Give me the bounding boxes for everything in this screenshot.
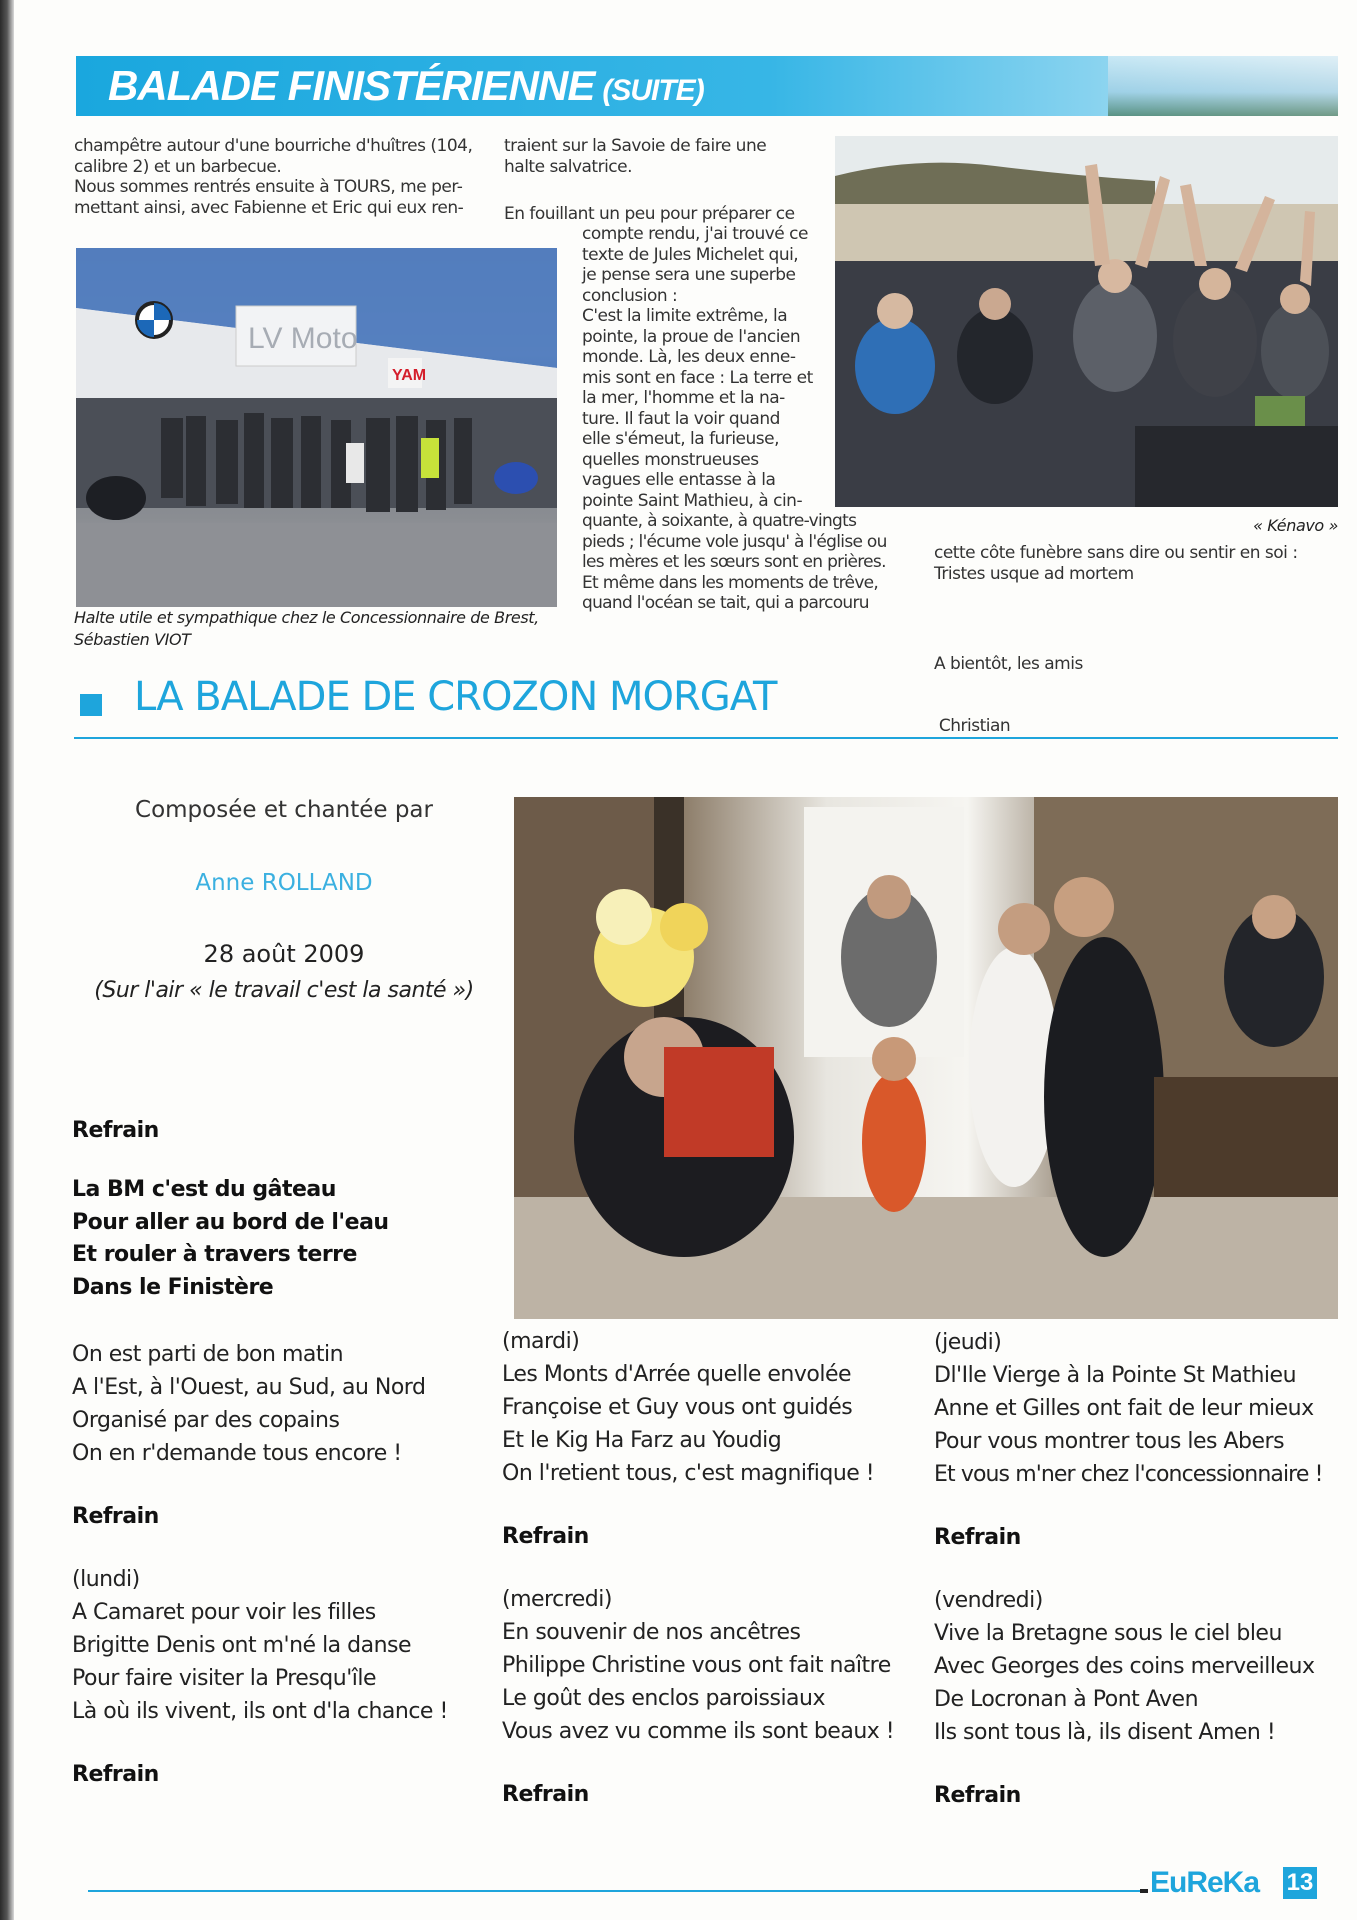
dealership-caption: Halte utile et sympathique chez le Concessionnaire de Brest, Sébastien VIOT [74, 608, 539, 649]
text-line: Et même dans les moments de trêve, [582, 572, 879, 593]
refrain-label: Refrain [934, 1525, 1021, 1550]
kenavo-illustration [835, 136, 1338, 507]
section-bullet [80, 694, 102, 716]
text-line: champêtre autour d'une bourriche d'huîtres (104, [74, 136, 473, 156]
verse-jeudi [934, 1326, 1338, 1491]
text-line: mettant ainsi, avec Fabienne et Eric qui eux ren- [74, 197, 464, 218]
dealership-illustration [76, 248, 557, 607]
binding-edge [0, 0, 14, 1920]
verse-line: Et vous m'ner chez l'concessionnaire ! [934, 1462, 1323, 1487]
verse-line: Brigitte Denis ont m'né la danse [72, 1633, 412, 1658]
header-photo-strip [1108, 56, 1338, 116]
article-col2-quote [582, 224, 844, 511]
text-line: ture. Il faut la voir quand [582, 408, 780, 429]
text-line: elle s'émeut, la furieuse, [582, 429, 779, 449]
author-name: Anne ROLLAND [195, 870, 373, 896]
song-col3 [934, 1326, 1338, 1812]
verse-line: On est parti de bon matin [72, 1342, 344, 1367]
crozon-illustration [514, 797, 1338, 1319]
verse-mercredi [502, 1583, 922, 1748]
text-line: A bientôt, les amis [934, 654, 1083, 674]
sign-yam: YAM [392, 367, 427, 384]
verse-line: On en r'demande tous encore ! [72, 1441, 402, 1466]
article-col2-top [504, 136, 824, 177]
song-tune: (Sur l'air « le travail c'est la santé ») [94, 978, 474, 1003]
article-col2-tail [582, 511, 912, 614]
footer-rule-end [1140, 1889, 1148, 1893]
verse-line: De Locronan à Pont Aven [934, 1687, 1199, 1712]
text-line: Christian [934, 715, 1011, 736]
verse-line: Vive la Bretagne sous le ciel bleu [934, 1621, 1282, 1646]
text-line: vagues elle entasse à la [582, 470, 776, 490]
refrain-label: Refrain [72, 1504, 159, 1529]
crozon-dance-photo [514, 797, 1338, 1319]
verse-line: Les Monts d'Arrée quelle envolée [502, 1362, 852, 1387]
refrain-line: La BM c'est du gâteau [72, 1177, 336, 1202]
verse-line: Pour vous montrer tous les Abers [934, 1429, 1285, 1454]
kenavo-caption: « Kénavo » [1253, 516, 1338, 535]
verse-line: A l'Est, à l'Ouest, au Sud, au Nord [72, 1375, 426, 1400]
verse-line: Avec Georges des coins merveilleux [934, 1654, 1315, 1679]
verse-day: (lundi) [72, 1567, 140, 1592]
verse-line: Et le Kig Ha Farz au Youdig [502, 1428, 782, 1453]
song-date: 28 août 2009 [203, 940, 365, 968]
text-line: C'est la limite extrême, la [582, 306, 788, 326]
song-col2 [502, 1325, 922, 1811]
header-banner [76, 56, 1338, 116]
verse-line: Ils sont tous là, ils disent Amen ! [934, 1720, 1276, 1745]
text-line: pointe Saint Mathieu, à cin- [582, 490, 803, 511]
sign-lvmoto: LV Moto [248, 322, 358, 355]
refrain-label: Refrain [934, 1783, 1021, 1808]
text-line: conclusion : [582, 285, 678, 306]
verse-line: Le goût des enclos paroissiaux [502, 1686, 826, 1711]
verse-line: Là où ils vivent, ils ont d'la chance ! [72, 1699, 448, 1724]
verse-mardi [502, 1325, 922, 1490]
text-line: compte rendu, j'ai trouvé ce [582, 224, 808, 244]
verse-line: A Camaret pour voir les filles [72, 1600, 376, 1625]
text-line: pointe, la proue de l'ancien [582, 326, 801, 347]
verse-line: Vous avez vu comme ils sont beaux ! [502, 1719, 895, 1744]
article-col1 [74, 136, 494, 218]
text-line: texte de Jules Michelet qui, [582, 244, 799, 265]
text-line: traient sur la Savoie de faire une [504, 136, 767, 156]
verse-line: Organisé par des copains [72, 1408, 340, 1433]
text-line: halte salvatrice. [504, 156, 633, 177]
text-line: monde. Là, les deux enne- [582, 347, 796, 367]
text-line: calibre 2) et un barbecue. [74, 156, 282, 177]
section-title: LA BALADE DE CROZON MORGAT [134, 674, 777, 720]
verse-line: Pour faire visiter la Presqu'île [72, 1666, 376, 1691]
refrain-line: Et rouler à travers terre [72, 1242, 357, 1267]
text-line: quand l'océan se tait, qui a parcouru [582, 593, 869, 613]
refrain-label: Refrain [502, 1524, 589, 1549]
verse-line: On l'retient tous, c'est magnifique ! [502, 1461, 875, 1486]
text-line: la mer, l'homme et la na- [582, 388, 785, 408]
composed-by: Composée et chantée par [135, 797, 433, 823]
text-line: Tristes usque ad mortem [934, 563, 1134, 584]
verse-line: En souvenir de nos ancêtres [502, 1620, 801, 1645]
verse-vendredi [934, 1584, 1338, 1749]
dealership-photo [76, 248, 557, 607]
article-col3 [934, 543, 1334, 584]
magazine-brand-logo: EuReKa [1150, 1866, 1260, 1899]
refrain-lines [72, 1174, 492, 1304]
text-line: pieds ; l'écume vole jusqu' à l'église ou [582, 531, 887, 552]
refrain-label: Refrain [72, 1118, 159, 1143]
verse-line: Dl'Ile Vierge à la Pointe St Mathieu [934, 1363, 1297, 1388]
verse-day: (vendredi) [934, 1588, 1043, 1613]
verse-day: (mardi) [502, 1329, 580, 1354]
section-divider [74, 737, 1338, 739]
verse-line: Françoise et Guy vous ont guidés [502, 1395, 853, 1420]
refrain-line: Pour aller au bord de l'eau [72, 1209, 389, 1235]
page-number: 13 [1283, 1867, 1317, 1899]
song-col1 [72, 1114, 492, 1791]
page-title [108, 62, 704, 110]
verse-lundi [72, 1563, 492, 1728]
text-line: Nous sommes rentrés ensuite à TOURS, me per- [74, 177, 463, 197]
refrain-line: Dans le Finistère [72, 1274, 274, 1300]
footer-rule [88, 1890, 1144, 1892]
text-line: cette côte funèbre sans dire ou sentir en soi : [934, 543, 1298, 563]
kenavo-photo [835, 136, 1338, 507]
page-title-suffix: (SUITE) [602, 74, 704, 107]
adjacent-page-bleed [14, 130, 28, 890]
text-line: quante, à soixante, à quatre-vingts [582, 511, 857, 531]
article-signoff [934, 613, 1234, 757]
verse-line: Anne et Gilles ont fait de leur mieux [934, 1396, 1314, 1421]
verse-line: Philippe Christine vous ont fait naître [502, 1653, 891, 1678]
text-line: je pense sera une superbe [582, 265, 796, 285]
verse-day: (jeudi) [934, 1330, 1002, 1355]
text-line: les mères et les sœurs sont en prières. [582, 552, 886, 572]
text-line: mis sont en face : La terre et [582, 367, 813, 388]
refrain-label: Refrain [72, 1762, 159, 1787]
article-col2-intro: En fouillant un peu pour préparer ce [504, 204, 795, 224]
text-line: quelles monstrueuses [582, 449, 759, 470]
refrain-label: Refrain [502, 1782, 589, 1807]
page-title-main: BALADE FINISTÉRIENNE [108, 62, 595, 109]
verse-intro [72, 1338, 492, 1470]
verse-day: (mercredi) [502, 1587, 612, 1612]
